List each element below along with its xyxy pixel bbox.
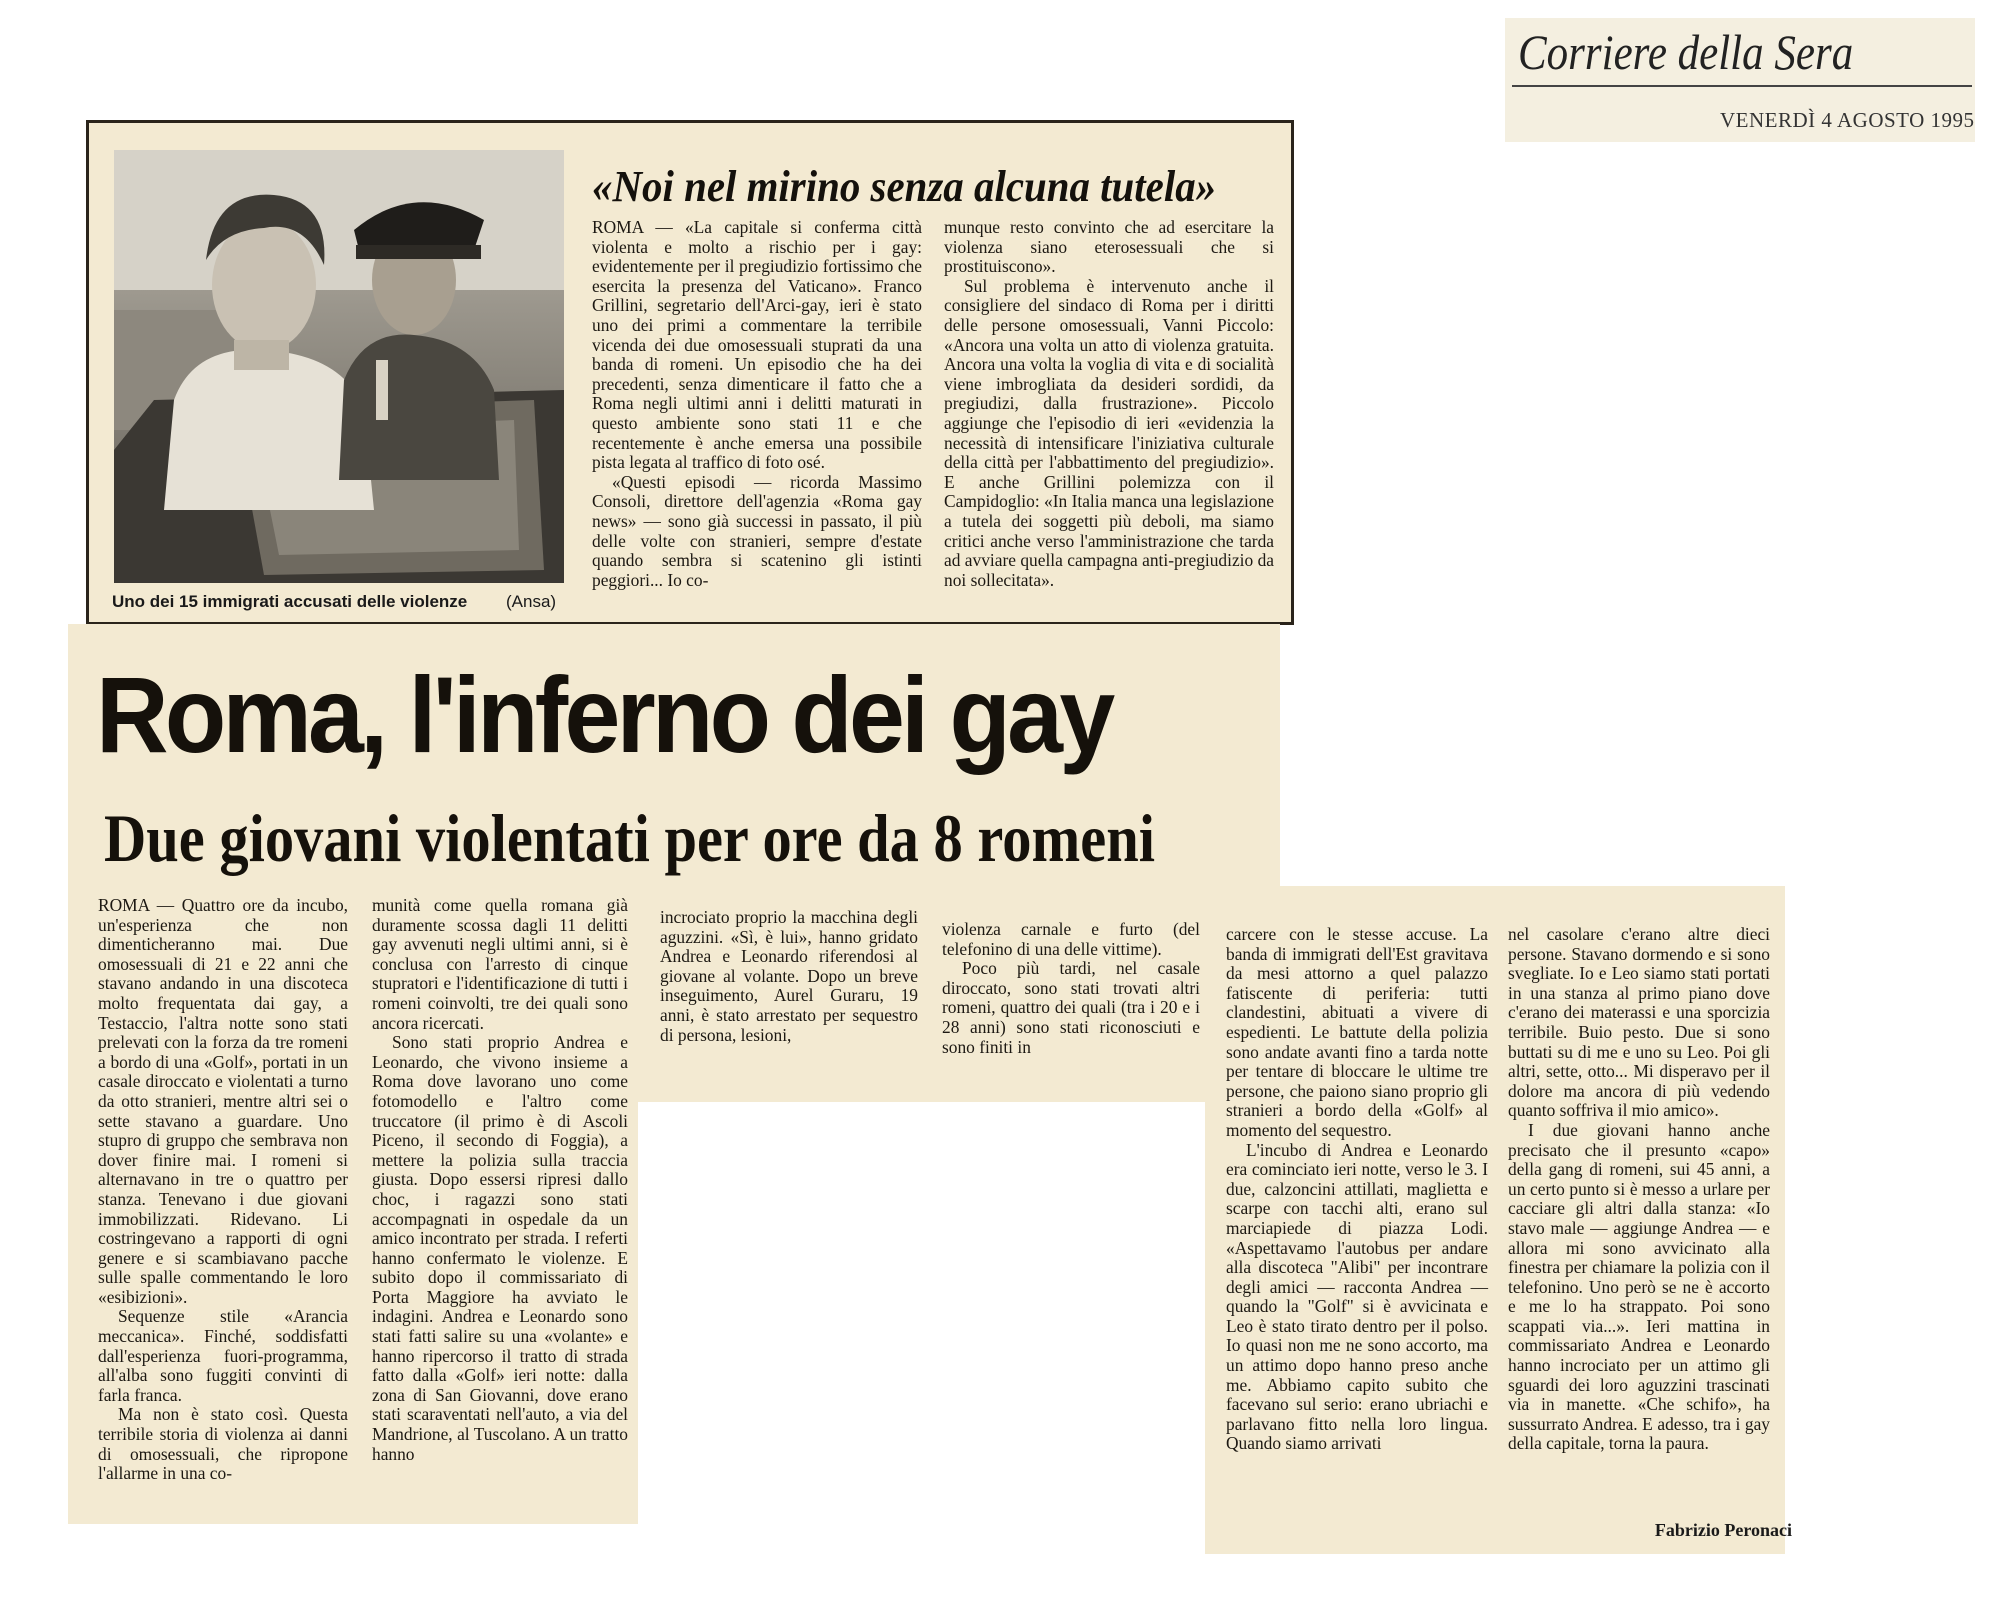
article-headline: Roma, l'inferno dei gay — [96, 654, 1112, 775]
article-column-4 — [942, 920, 1200, 1057]
sidebar-column-1 — [592, 218, 922, 590]
paragraph: Poco più tardi, nel casale diroccato, sono stati trovati altri romeni, quattro dei quali (tra i 20 e i 28 anni) sono stati riconosciuti e sono finiti in — [942, 958, 1200, 1057]
newspaper-name: Corriere della Sera — [1518, 24, 1854, 80]
masthead-rule — [1512, 85, 1972, 87]
newspaper-date: VENERDÌ 4 AGOSTO 1995 — [1720, 108, 1975, 132]
paragraph: ROMA — Quattro ore da incubo, un'esperienza che non dimenticheranno mai. Due omosessuali di 21 e 22 anni che stavano andando in una discoteca molto frequentata dai gay, a Testaccio, l'altra notte sono stati prelevati con la forza da tre romeni a bordo di una «Golf», portati in un casale diroccato e violentati a turno da otto stranieri, mentre altri sei o sette stavano a guardare. Uno stupro di gruppo che sembrava non dover finire mai. I romeni si alternavano in tre o quattro per stanza. Tenevano i due giovani immobilizzati. Ridevano. Li costringevano a rapporti di ogni genere e si scambiavano pacche sulle spalle commentando le loro «esibizioni». — [98, 895, 348, 1307]
paragraph: L'incubo di Andrea e Leonardo era cominciato ieri notte, verso le 3. I due, calzoncini attillati, maglietta e scarpe con tacchi alti, erano sul marciapiede di piazza Lodi. «Aspettavamo l'autobus per andare alla discoteca "Alibi" per incontrare degli amici — racconta Andrea — quando la "Golf" si è avvicinata e Leo è stato tirato dentro per il polso. Io quasi non me ne sono accorto, ma un attimo dopo hanno preso anche me. Abbiamo capito subito che facevano sul serio: erano ubriachi e parlavano fitto nella loro lingua. Quando siamo arrivati — [1226, 1139, 1488, 1454]
paragraph: violenza carnale e furto (del telefonino di una delle vittime). — [942, 919, 1200, 959]
paragraph: incrociato proprio la macchina degli aguzzini. «Sì, è lui», hanno gridato Andrea e Leonardo riferendosi al giovane al volante. Dopo un breve inseguimento, Aurel Guraru, 19 anni, è stato arrestato per sequestro di persona, lesioni, — [660, 907, 918, 1045]
photo-illustration — [114, 150, 564, 583]
byline: Fabrizio Peronaci — [1654, 1520, 1792, 1540]
paragraph: ROMA — «La capitale si conferma città violenta e molto a rischio per i gay: evidentemente per il pregiudizio fortissimo che esercita la presenza del Vaticano». Franco Grillini, segretario dell'Arci-gay, ieri è stato uno dei primi a commentare la terribile vicenda dei due omosessuali stuprati da una banda di romeni. Un episodio che ha dei precedenti, senza dimenticare il fatto che a Roma negli ultimi anni i delitti maturati in questo ambiente sono stati 11 e che recentemente è anche emersa una possibile pista legata al traffico di foto osé. — [592, 217, 922, 473]
article-column-1 — [98, 896, 348, 1484]
paragraph: nel casolare c'erano altre dieci persone. Stavano dormendo e si sono svegliate. Io e Leo siamo stati portati in una stanza al primo piano dove c'erano dei materassi e una sporcizia terribile. Buio pesto. Due si sono buttati su di me e uno su Leo. Poi gli altri, sette, otto... Mi disperavo per il dolore ma ancora di più vedendo quanto soffriva il mio amico». — [1508, 924, 1770, 1121]
article-column-5 — [1226, 925, 1488, 1454]
article-column-3 — [660, 908, 918, 1045]
article-column-6 — [1508, 925, 1770, 1454]
paragraph: Ma non è stato così. Questa terribile storia di violenza ai danni di omosessuali, che ripropone l'allarme in una co- — [98, 1404, 348, 1484]
news-photo — [114, 150, 564, 583]
paragraph: Sono stati proprio Andrea e Leonardo, che vivono insieme a Roma dove lavorano uno come fotomodello e l'altro come truccatore (il primo è di Ascoli Piceno, il secondo di Foggia), a mettere la polizia sulla traccia giusta. Dopo essersi ripresi dallo choc, i ragazzi sono stati accompagnati in ospedale da un amico incontrato per strada. I referti hanno confermato le violenze. E subito dopo il commissariato di Porta Maggiore ha avviato le indagini. Andrea e Leonardo sono stati fatti salire su una «volante» e hanno ripercorso il tratto di strada fatto dalla «Golf» ieri notte: dalla zona di San Giovanni, dove erano stati scaraventati nell'auto, a via del Mandrione, al Tuscolano. A un tratto hanno — [372, 1032, 628, 1464]
paragraph: I due giovani hanno anche precisato che il presunto «capo» della gang di romeni, sui 45 anni, a un certo punto si è messo a urlare per cacciare gli altri dalla stanza: «Io stavo male — aggiunge Andrea — e allora mi sono avvicinato alla finestra per chiamare la polizia con il telefonino. Uno però se ne è accorto e me lo ha strappato. Poi sono scappati via...». Ieri mattina in commissariato Andrea e Leonardo hanno incrociato per un attimo gli sguardi dei loro aguzzini trascinati via in manette. «Che schifo», ha sussurrato Andrea. E adesso, tra i gay della capitale, torna la paura. — [1508, 1119, 1770, 1454]
paragraph: munque resto convinto che ad esercitare la violenza siano eterosessuali che si prostituiscono». — [944, 217, 1274, 277]
paragraph: carcere con le stesse accuse. La banda di immigrati dell'Est gravitava da mesi attorno a quel palazzo fatiscente di periferia: tutti clandestini, abituati a vivere di espedienti. Le battute della polizia sono andate avanti fino a tarda notte per tentare di bloccare le ultime tre persone, che paiono siano proprio gli stranieri a bordo della «Golf» al momento del sequestro. — [1226, 924, 1488, 1140]
sidebar-headline: «Noi nel mirino senza alcuna tutela» — [592, 162, 1217, 211]
article-column-2 — [372, 896, 628, 1464]
photo-credit: (Ansa) — [506, 592, 557, 611]
paragraph: «Questi episodi — ricorda Massimo Consoli, direttore dell'agenzia «Roma gay news» — sono già successi in passato, il più delle volte con stranieri, sempre d'estate quando sembra si scatenino gli istinti peggiori... Io co- — [592, 471, 922, 590]
paragraph: munità come quella romana già duramente scossa dagli 11 delitti gay avvenuti negli ultimi anni, si è conclusa con l'arresto di cinque stupratori e l'identificazione di tutti i romeni coinvolti, tre dei quali sono ancora ricercati. — [372, 895, 628, 1033]
sidebar-column-2 — [944, 218, 1274, 590]
paragraph: Sul problema è intervenuto anche il consigliere del sindaco di Roma per i diritti delle persone omosessuali, Vanni Piccolo: «Ancora una volta un atto di violenza gratuita. Ancora una volta la voglia di vita e di socialità viene imbrogliata da desideri sordidi, da pregiudizi, dalla frustrazione». Piccolo aggiunge che l'episodio di ieri «evidenzia la necessità di intensificare l'iniziativa culturale della città per l'abbattimento del pregiudizio». E anche Grillini polemizza con il Campidoglio: «In Italia manca una legislazione a tutela dei soggetti più deboli, ma siamo critici anche verso l'amministrazione che tarda ad avviare quella campagna anti-pregiudizio da noi sollecitata». — [944, 275, 1274, 590]
paragraph: Sequenze stile «Arancia meccanica». Finché, soddisfatti dall'esperienza fuori-programma, all'alba sono fuggiti convinti di farla franca. — [98, 1306, 348, 1405]
article-subheadline: Due giovani violentati per ore da 8 romeni — [104, 800, 1155, 876]
photo-caption: Uno dei 15 immigrati accusati delle violenze — [112, 592, 468, 611]
